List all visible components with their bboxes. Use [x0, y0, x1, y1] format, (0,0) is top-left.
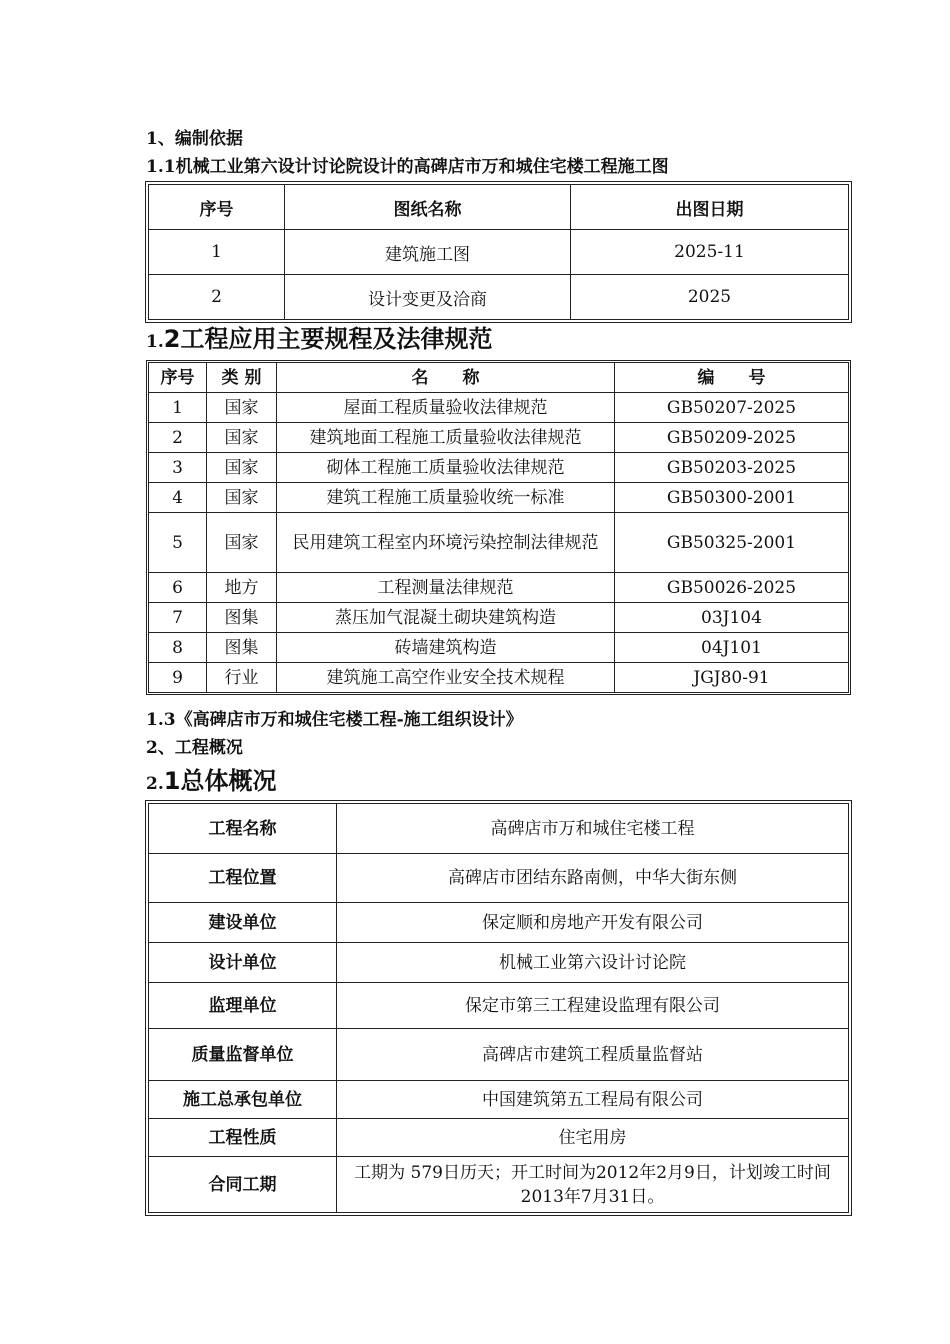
- cell-drawing-name: 设计变更及洽商: [285, 275, 571, 320]
- table-row: [149, 1029, 849, 1081]
- table-row: [149, 1157, 849, 1213]
- table-row: [149, 393, 849, 423]
- cell-code: GB50300-2001: [615, 483, 849, 513]
- table-row: [149, 483, 849, 513]
- table-row: [149, 275, 849, 320]
- cell-code: GB50209-2025: [615, 423, 849, 453]
- cell-code: JGJ80-91: [615, 663, 849, 693]
- table-row: [149, 230, 849, 275]
- cell-no: 6: [149, 573, 207, 603]
- col-header-category: 类 别: [207, 363, 277, 393]
- heading-1-2-text: 2工程应用主要规程及法律规范: [163, 325, 493, 353]
- table-row: [149, 1119, 849, 1157]
- standards-table: [148, 362, 849, 693]
- table-row: [149, 423, 849, 453]
- cell-no: 1: [149, 393, 207, 423]
- heading-2-1-text: 1总体概况: [163, 767, 277, 795]
- table-row: [149, 513, 849, 573]
- cell-name: 屋面工程质量验收法律规范: [277, 393, 615, 423]
- cell-value: 高碑店市万和城住宅楼工程: [337, 804, 849, 854]
- table-row: [149, 453, 849, 483]
- heading-1-2: [146, 319, 492, 354]
- cell-value: 中国建筑第五工程局有限公司: [337, 1081, 849, 1119]
- cell-label: 工程性质: [149, 1119, 337, 1157]
- cell-value: 高碑店市团结东路南侧，中华大街东侧: [337, 854, 849, 903]
- table-row: [149, 854, 849, 903]
- cell-no: 5: [149, 513, 207, 573]
- table-row: [149, 573, 849, 603]
- cell-value: 保定市第三工程建设监理有限公司: [337, 983, 849, 1029]
- heading-1-2-prefix: 1.: [146, 332, 164, 352]
- cell-no: 8: [149, 633, 207, 663]
- cell-category: 地方: [207, 573, 277, 603]
- cell-label: 工程名称: [149, 804, 337, 854]
- heading-1-1: 1.1机械工业第六设计讨论院设计的高碑店市万和城住宅楼工程施工图: [146, 157, 669, 177]
- cell-label: 质量监督单位: [149, 1029, 337, 1081]
- cell-label: 设计单位: [149, 943, 337, 983]
- cell-no: 4: [149, 483, 207, 513]
- cell-issue-date: 2025-11: [571, 230, 849, 275]
- cell-drawing-name: 建筑施工图: [285, 230, 571, 275]
- heading-1-3: 1.3《高碑店市万和城住宅楼工程-施工组织设计》: [146, 710, 523, 730]
- cell-code: GB50325-2001: [615, 513, 849, 573]
- cell-value: 机械工业第六设计讨论院: [337, 943, 849, 983]
- cell-category: 图集: [207, 603, 277, 633]
- cell-category: 国家: [207, 483, 277, 513]
- table-row: [149, 983, 849, 1029]
- cell-name: 砖墙建筑构造: [277, 633, 615, 663]
- table-row: [149, 943, 849, 983]
- cell-code: 03J104: [615, 603, 849, 633]
- cell-label: 施工总承包单位: [149, 1081, 337, 1119]
- cell-name: 建筑地面工程施工质量验收法律规范: [277, 423, 615, 453]
- cell-label: 监理单位: [149, 983, 337, 1029]
- cell-category: 国家: [207, 453, 277, 483]
- cell-label: 合同工期: [149, 1157, 337, 1213]
- heading-2-1-prefix: 2.: [146, 774, 164, 794]
- cell-code: GB50203-2025: [615, 453, 849, 483]
- cell-no: 1: [149, 230, 285, 275]
- cell-no: 9: [149, 663, 207, 693]
- col-header-name: 名 称: [277, 363, 615, 393]
- cell-category: 国家: [207, 423, 277, 453]
- table-row: [149, 804, 849, 854]
- cell-value: 工期为 579日历天；开工时间为2012年2月9日，计划竣工时间2013年7月31日。: [337, 1157, 849, 1213]
- heading-compilation-basis: 1、编制依据: [146, 129, 243, 149]
- cell-value: 住宅用房: [337, 1119, 849, 1157]
- table-row: [149, 1081, 849, 1119]
- table-row: [149, 663, 849, 693]
- cell-no: 2: [149, 275, 285, 320]
- cell-label: 建设单位: [149, 903, 337, 943]
- cell-category: 行业: [207, 663, 277, 693]
- cell-code: 04J101: [615, 633, 849, 663]
- table-row: [149, 903, 849, 943]
- cell-code: GB50207-2025: [615, 393, 849, 423]
- table-row: [149, 633, 849, 663]
- cell-name: 建筑工程施工质量验收统一标准: [277, 483, 615, 513]
- overview-table: [148, 803, 849, 1213]
- cell-label: 工程位置: [149, 854, 337, 903]
- heading-2-1: [146, 761, 276, 796]
- col-header-issue-date: 出图日期: [571, 185, 849, 230]
- cell-name: 砌体工程施工质量验收法律规范: [277, 453, 615, 483]
- cell-no: 3: [149, 453, 207, 483]
- table-row: [149, 603, 849, 633]
- cell-value: 保定顺和房地产开发有限公司: [337, 903, 849, 943]
- cell-code: GB50026-2025: [615, 573, 849, 603]
- col-header-drawing-name: 图纸名称: [285, 185, 571, 230]
- drawings-table: [148, 184, 849, 320]
- cell-no: 2: [149, 423, 207, 453]
- col-header-no: 序号: [149, 185, 285, 230]
- cell-category: 图集: [207, 633, 277, 663]
- cell-name: 建筑施工高空作业安全技术规程: [277, 663, 615, 693]
- cell-name: 工程测量法律规范: [277, 573, 615, 603]
- cell-name: 蒸压加气混凝土砌块建筑构造: [277, 603, 615, 633]
- heading-project-overview: 2、工程概况: [146, 738, 243, 758]
- col-header-code: 编 号: [615, 363, 849, 393]
- cell-issue-date: 2025: [571, 275, 849, 320]
- cell-category: 国家: [207, 393, 277, 423]
- cell-no: 7: [149, 603, 207, 633]
- cell-category: 国家: [207, 513, 277, 573]
- col-header-no: 序号: [149, 363, 207, 393]
- cell-name: 民用建筑工程室内环境污染控制法律规范: [277, 513, 615, 573]
- cell-value: 高碑店市建筑工程质量监督站: [337, 1029, 849, 1081]
